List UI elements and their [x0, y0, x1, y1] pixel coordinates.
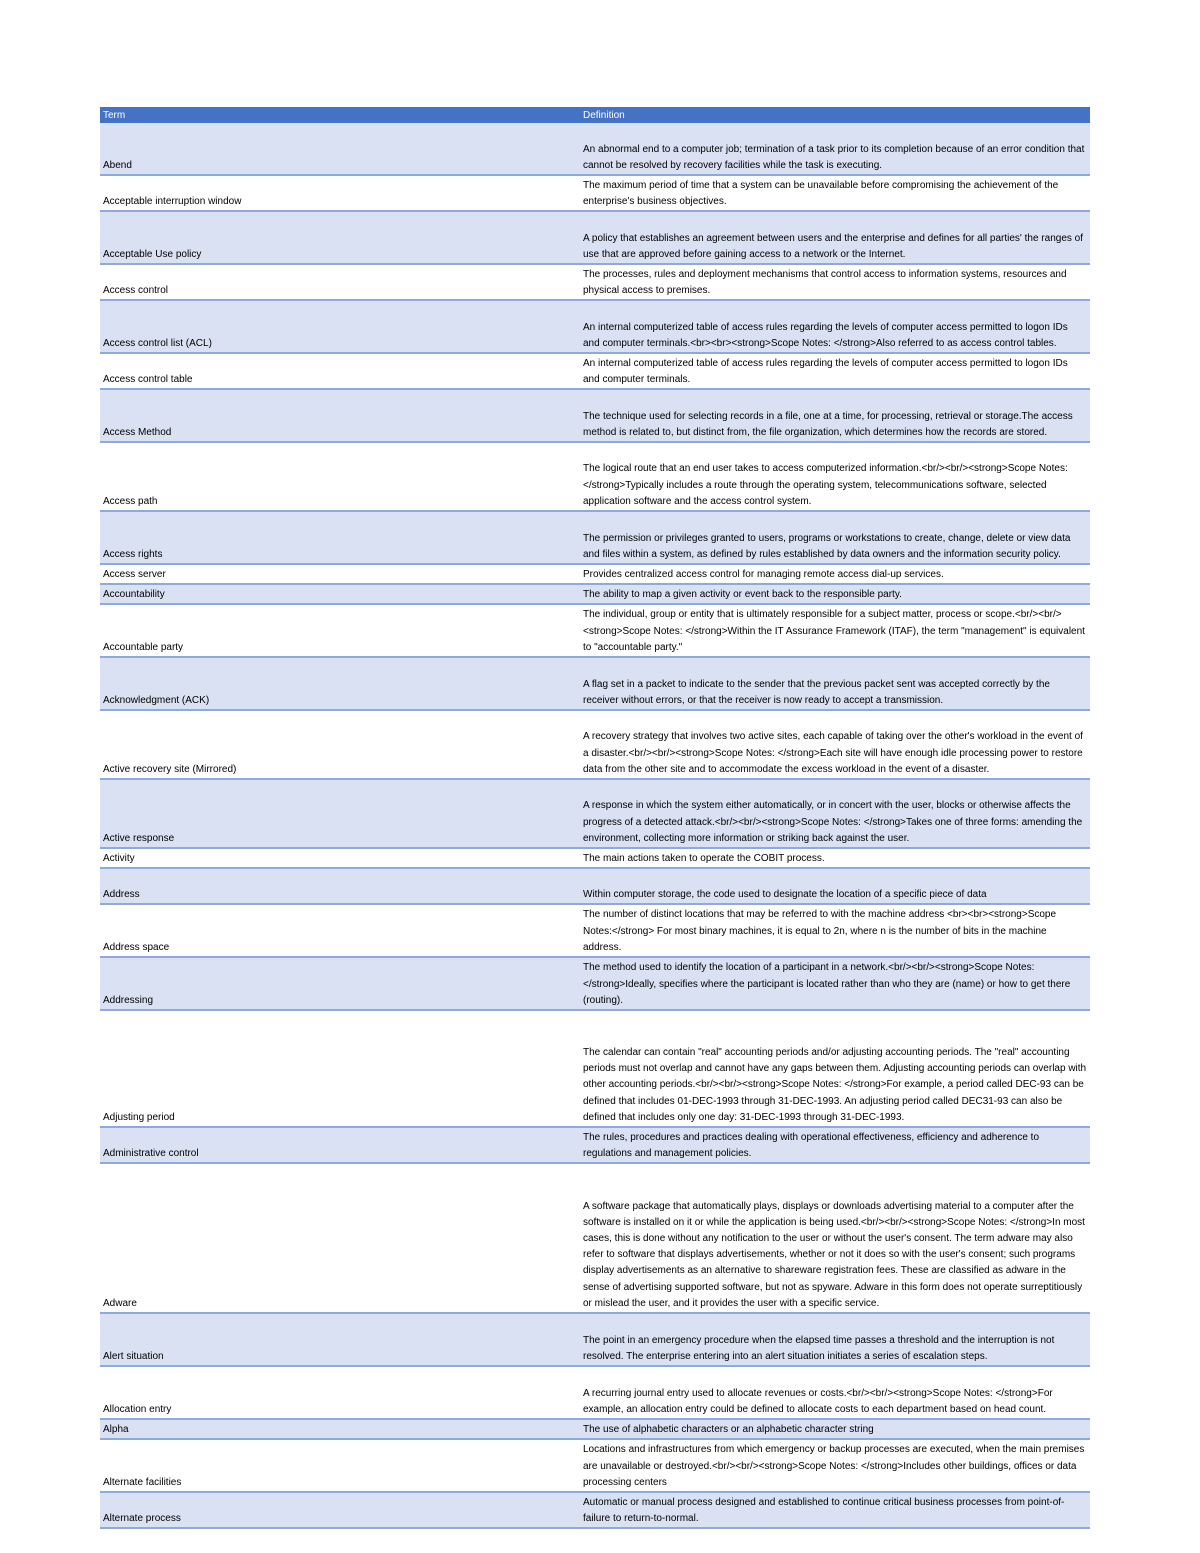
term-cell: Activity — [100, 848, 580, 868]
table-row — [100, 1492, 1090, 1528]
table-row — [100, 211, 1090, 264]
term-cell: Accountability — [100, 584, 580, 604]
term-cell: Alternate process — [100, 1492, 580, 1528]
term-cell: Alternate facilities — [100, 1439, 580, 1492]
definition-cell: The logical route that an end user takes to access computerized information.<br/><br/><strong>Scope Notes: </strong>Typically includes a route through the operating system, telecommunications software, selected application software and the access control system. — [580, 442, 1090, 511]
term-cell: Address space — [100, 904, 580, 957]
term-cell: Access control table — [100, 353, 580, 389]
term-cell: Access path — [100, 442, 580, 511]
definition-cell: Locations and infrastructures from which emergency or backup processes are executed, when the main premises are unavailable or destroyed.<br/><br/><strong>Scope Notes: </strong>Includes other buildings, offices or data processing centers — [580, 1439, 1090, 1492]
term-cell: Access Method — [100, 389, 580, 442]
definition-cell: A policy that establishes an agreement between users and the enterprise and defines for all parties' the ranges of use that are approved before gaining access to a network or the Internet. — [580, 211, 1090, 264]
term-cell: Access control — [100, 264, 580, 300]
table-row — [100, 353, 1090, 389]
glossary-table — [100, 107, 1090, 1529]
table-row — [100, 300, 1090, 353]
definition-cell: A recurring journal entry used to allocate revenues or costs.<br/><br/><strong>Scope Notes: </strong>For example, an allocation entry could be defined to allocate costs to each department based on head count. — [580, 1366, 1090, 1419]
definition-cell: Provides centralized access control for managing remote access dial-up services. — [580, 564, 1090, 584]
table-row — [100, 657, 1090, 710]
header-row — [100, 107, 1090, 123]
table-row — [100, 868, 1090, 904]
definition-cell: An internal computerized table of access rules regarding the levels of computer access permitted to logon IDs and computer terminals. — [580, 353, 1090, 389]
definition-cell: The permission or privileges granted to users, programs or workstations to create, change, delete or view data and files within a system, as defined by rules established by data owners and the information security policy. — [580, 511, 1090, 564]
definition-cell: A software package that automatically plays, displays or downloads advertising material to a computer after the software is installed on it or while the application is being used.<br/><br/><strong>Scope Notes: </strong>In most cases, this is done without any notification to the user or without the user's consent. The term adware may also refer to software that displays advertisements, whether or not it does so with the user's consent; such programs display advertisements as an alternative to shareware registration fees. These are classified as adware in the sense of advertising supported software, but not as spyware. Adware in this form does not operate surreptitiously or mislead the user, and it provides the user with a specific service. — [580, 1163, 1090, 1313]
table-row — [100, 957, 1090, 1010]
table-row — [100, 564, 1090, 584]
definition-cell: A response in which the system either automatically, or in concert with the user, blocks or otherwise affects the progress of a detected attack.<br/><br/><strong>Scope Notes: </strong>Takes one of three forms: amending the environment, collecting more information or striking back against the user. — [580, 779, 1090, 848]
definition-cell: The use of alphabetic characters or an alphabetic character string — [580, 1419, 1090, 1439]
table-row — [100, 1127, 1090, 1163]
glossary-rows — [100, 123, 1090, 1528]
table-row — [100, 123, 1090, 175]
term-cell: Address — [100, 868, 580, 904]
term-column-header: Term — [100, 107, 580, 123]
table-row — [100, 1439, 1090, 1492]
definition-cell: The rules, procedures and practices dealing with operational effectiveness, efficiency and adherence to regulations and management policies. — [580, 1127, 1090, 1163]
table-row — [100, 848, 1090, 868]
table-row — [100, 779, 1090, 848]
definition-cell: A flag set in a packet to indicate to the sender that the previous packet sent was accepted correctly by the receiver without errors, or that the receiver is now ready to accept a transmission. — [580, 657, 1090, 710]
definition-cell: The individual, group or entity that is ultimately responsible for a subject matter, process or scope.<br/><br/><strong>Scope Notes: </strong>Within the IT Assurance Framework (ITAF), the term "management" is equivalent to "accountable party." — [580, 604, 1090, 657]
table-row — [100, 710, 1090, 779]
table-row — [100, 511, 1090, 564]
definition-cell: The processes, rules and deployment mechanisms that control access to information systems, resources and physical access to premises. — [580, 264, 1090, 300]
term-cell: Active recovery site (Mirrored) — [100, 710, 580, 779]
term-cell: Abend — [100, 123, 580, 175]
table-row — [100, 1313, 1090, 1366]
term-cell: Acceptable interruption window — [100, 175, 580, 211]
table-row — [100, 389, 1090, 442]
definition-cell: An abnormal end to a computer job; termination of a task prior to its completion because of an error condition that cannot be resolved by recovery facilities while the task is executing. — [580, 123, 1090, 175]
term-cell: Adjusting period — [100, 1010, 580, 1127]
definition-cell: Automatic or manual process designed and established to continue critical business processes from point-of-failure to return-to-normal. — [580, 1492, 1090, 1528]
definition-cell: The method used to identify the location of a participant in a network.<br/><br/><strong>Scope Notes: </strong>Ideally, specifies where the participant is located rather than who they are (name) or how to get there (routing). — [580, 957, 1090, 1010]
term-cell: Access control list (ACL) — [100, 300, 580, 353]
definition-cell: The ability to map a given activity or event back to the responsible party. — [580, 584, 1090, 604]
term-cell: Access rights — [100, 511, 580, 564]
term-cell: Active response — [100, 779, 580, 848]
table-row — [100, 175, 1090, 211]
term-cell: Adware — [100, 1163, 580, 1313]
term-cell: Alert situation — [100, 1313, 580, 1366]
table-row — [100, 1419, 1090, 1439]
term-cell: Addressing — [100, 957, 580, 1010]
term-cell: Acknowledgment (ACK) — [100, 657, 580, 710]
definition-column-header: Definition — [580, 107, 1090, 123]
term-cell: Alpha — [100, 1419, 580, 1439]
term-cell: Administrative control — [100, 1127, 580, 1163]
table-row — [100, 904, 1090, 957]
term-cell: Access server — [100, 564, 580, 584]
glossary-sheet — [100, 107, 1090, 1529]
term-cell: Accountable party — [100, 604, 580, 657]
definition-cell: The calendar can contain "real" accounting periods and/or adjusting accounting periods. The "real" accounting periods must not overlap and cannot have any gaps between them. Adjusting accounting periods can overlap with other accounting periods.<br/><br/><strong>Scope Notes: </strong>For example, a period called DEC-93 can be defined that includes 01-DEC-1993 through 31-DEC-1993. An adjusting period called DEC31-93 can also be defined that includes only one day: 31-DEC-1993 through 31-DEC-1993. — [580, 1010, 1090, 1127]
definition-cell: The point in an emergency procedure when the elapsed time passes a threshold and the interruption is not resolved. The enterprise entering into an alert situation initiates a series of escalation steps. — [580, 1313, 1090, 1366]
table-row — [100, 1010, 1090, 1127]
table-row — [100, 442, 1090, 511]
definition-cell: An internal computerized table of access rules regarding the levels of computer access permitted to logon IDs and computer terminals.<br><br><strong>Scope Notes: </strong>Also referred to as access control tables. — [580, 300, 1090, 353]
definition-cell: The number of distinct locations that may be referred to with the machine address <br><br><strong>Scope Notes:</strong> For most binary machines, it is equal to 2n, where n is the number of bits in the machine address. — [580, 904, 1090, 957]
table-row — [100, 1163, 1090, 1313]
definition-cell: The maximum period of time that a system can be unavailable before compromising the achievement of the enterprise's business objectives. — [580, 175, 1090, 211]
table-row — [100, 604, 1090, 657]
definition-cell: Within computer storage, the code used to designate the location of a specific piece of data — [580, 868, 1090, 904]
definition-cell: The main actions taken to operate the COBIT process. — [580, 848, 1090, 868]
table-row — [100, 584, 1090, 604]
definition-cell: The technique used for selecting records in a file, one at a time, for processing, retrieval or storage.The access method is related to, but distinct from, the file organization, which determines how the records are stored. — [580, 389, 1090, 442]
table-row — [100, 264, 1090, 300]
term-cell: Acceptable Use policy — [100, 211, 580, 264]
term-cell: Allocation entry — [100, 1366, 580, 1419]
definition-cell: A recovery strategy that involves two active sites, each capable of taking over the other's workload in the event of a disaster.<br/><br/><strong>Scope Notes: </strong>Each site will have enough idle processing power to restore data from the other site and to accommodate the excess workload in the event of a disaster. — [580, 710, 1090, 779]
table-row — [100, 1366, 1090, 1419]
